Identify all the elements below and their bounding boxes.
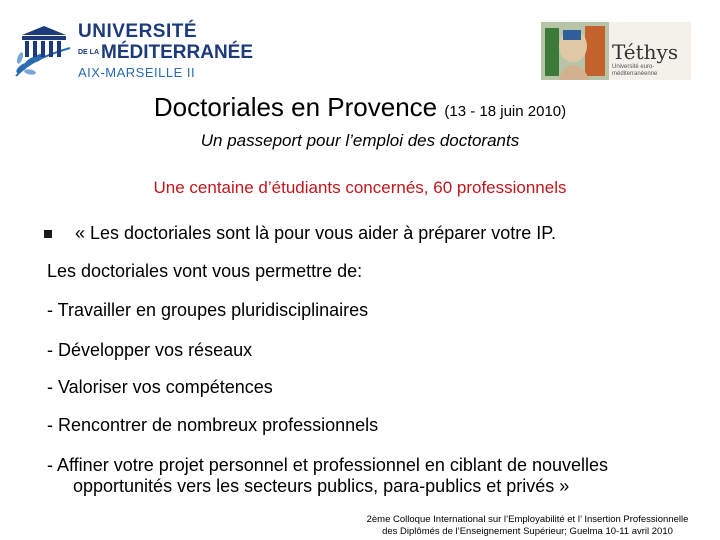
university-prefix: DE LA	[78, 49, 99, 57]
page-title	[0, 92, 720, 123]
university-line2-text: MÉDITERRANÉE	[101, 42, 254, 63]
list-item: - Valoriser vos compétences	[47, 377, 273, 397]
page-subtitle: Un passeport pour l’emploi des doctorants	[200, 131, 520, 150]
university-line1: UNIVERSITÉ	[78, 21, 198, 42]
university-line2	[78, 43, 253, 62]
title-dates: (13 - 18 juin 2010)	[444, 103, 567, 120]
university-line3: AIX-MARSEILLE II	[78, 65, 196, 80]
footer	[340, 514, 715, 538]
highlight-text: Une centaine d’étudiants concernés, 60 professionnels	[153, 178, 567, 197]
title-main: Doctoriales en Provence	[153, 92, 438, 122]
tethys-name: Téthys	[612, 40, 679, 64]
footer-line2: des Diplômés de l’Enseignement Supérieur; Guelma 10-11 avril 2010	[382, 526, 673, 537]
list-item: - Rencontrer de nombreux professionnels	[47, 415, 379, 435]
university-name	[78, 22, 253, 79]
tethys-statue-icon	[541, 22, 609, 80]
list-item-continuation: opportunités vers les secteurs publics, para-publics et privés »	[73, 476, 570, 496]
list-item: - Développer vos réseaux	[47, 340, 253, 360]
list-item: - Affiner votre projet personnel et professionnel en ciblant de nouvelles	[47, 455, 609, 475]
footer-line1: 2ème Colloque International sur l’Employabilité et l’ Insertion Professionnelle	[366, 514, 689, 525]
quote-text: « Les doctoriales sont là pour vous aider à préparer votre IP.	[75, 223, 556, 243]
intro-text: Les doctoriales vont vous permettre de:	[47, 261, 363, 281]
tethys-subtitle: Université euro-méditerranéenne	[612, 64, 658, 77]
olive-branch-icon	[8, 18, 78, 80]
list-item: - Travailler en groupes pluridisciplinaires	[47, 300, 369, 320]
bullet-square-icon	[44, 230, 52, 238]
